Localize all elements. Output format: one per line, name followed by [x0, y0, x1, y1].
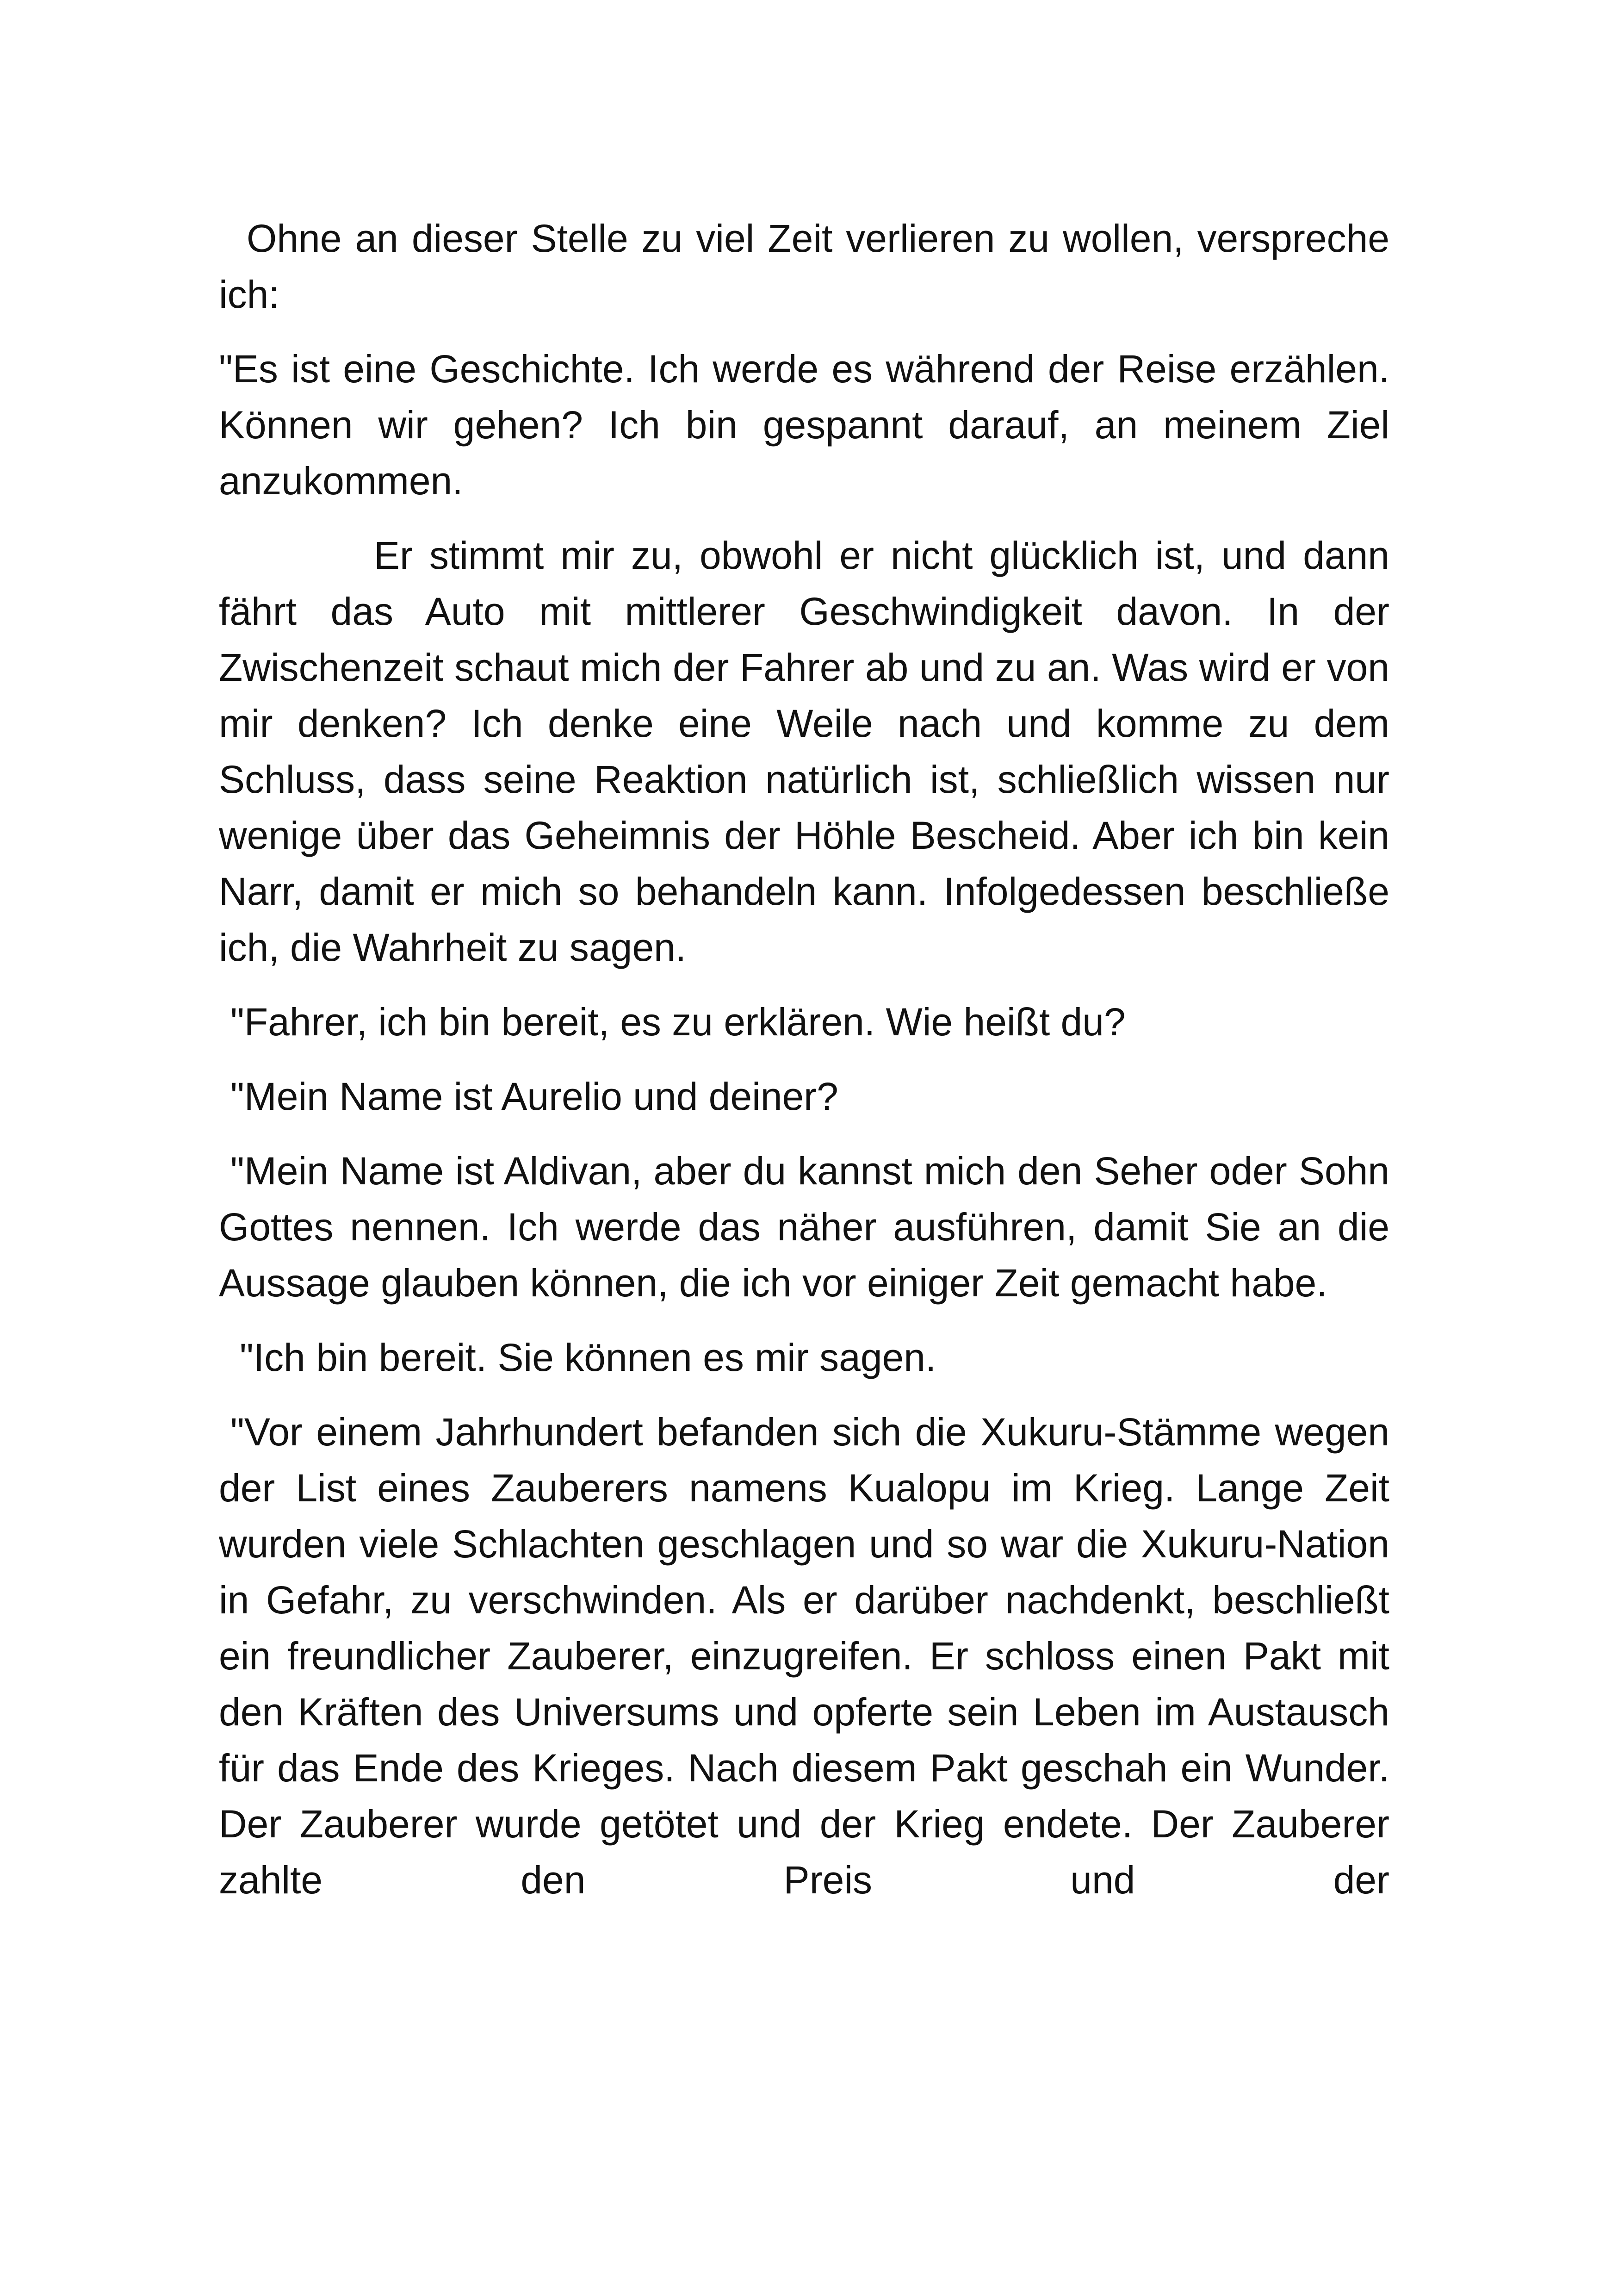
paragraph-8: "Vor einem Jahrhundert befanden sich die Xukuru-Stämme wegen der List eines Zauberers namens Kualopu im Krieg. Lange Zeit wurden viele Schlachten geschlagen und so war die Xukuru-Nation in Gefahr, zu verschwinden. Als er darüber nachdenkt, beschließt ein freundlicher Zauberer, einzugreifen. Er schloss einen Pakt mit den Kräften des Universums und opferte sein Leben im Austausch für das Ende des Krieges. Nach diesem Pakt geschah ein Wunder. Der Zauberer wurde getötet und der Krieg endete. Der Zauberer zahlte den Preis und der: [219, 1410, 1389, 1902]
paragraph-1: Ohne an dieser Stelle zu viel Zeit verlieren zu wollen, verspreche ich:: [219, 217, 1389, 316]
paragraph-5: "Mein Name ist Aurelio und deiner?: [230, 1075, 838, 1118]
paragraph-3: Er stimmt mir zu, obwohl er nicht glücklich ist, und dann fährt das Auto mit mittlerer Geschwindigkeit davon. In der Zwischenzeit schaut mich der Fahrer ab und zu an. Was wird er von mir denken? Ich denke eine Weile nach und komme zu dem Schluss, dass seine Reaktion natürlich ist, schließlich wissen nur wenige über das Geheimnis der Höhle Bescheid. Aber ich bin kein Narr, damit er mich so behandeln kann. Infolgedessen beschließe ich, die Wahrheit zu sagen.: [219, 534, 1389, 969]
body-text: [219, 211, 1389, 1908]
paragraph-2: "Es ist eine Geschichte. Ich werde es während der Reise erzählen. Können wir gehen? Ich bin gespannt darauf, an meinem Ziel anzukommen.: [219, 347, 1389, 503]
paragraph-7: "Ich bin bereit. Sie können es mir sagen.: [240, 1336, 936, 1379]
paragraph-4: "Fahrer, ich bin bereit, es zu erklären. Wie heißt du?: [230, 1000, 1126, 1044]
paragraph-6: "Mein Name ist Aldivan, aber du kannst mich den Seher oder Sohn Gottes nennen. Ich werde das näher ausführen, damit Sie an die Aussage glauben können, die ich vor einiger Zeit gemacht habe.: [219, 1149, 1389, 1305]
